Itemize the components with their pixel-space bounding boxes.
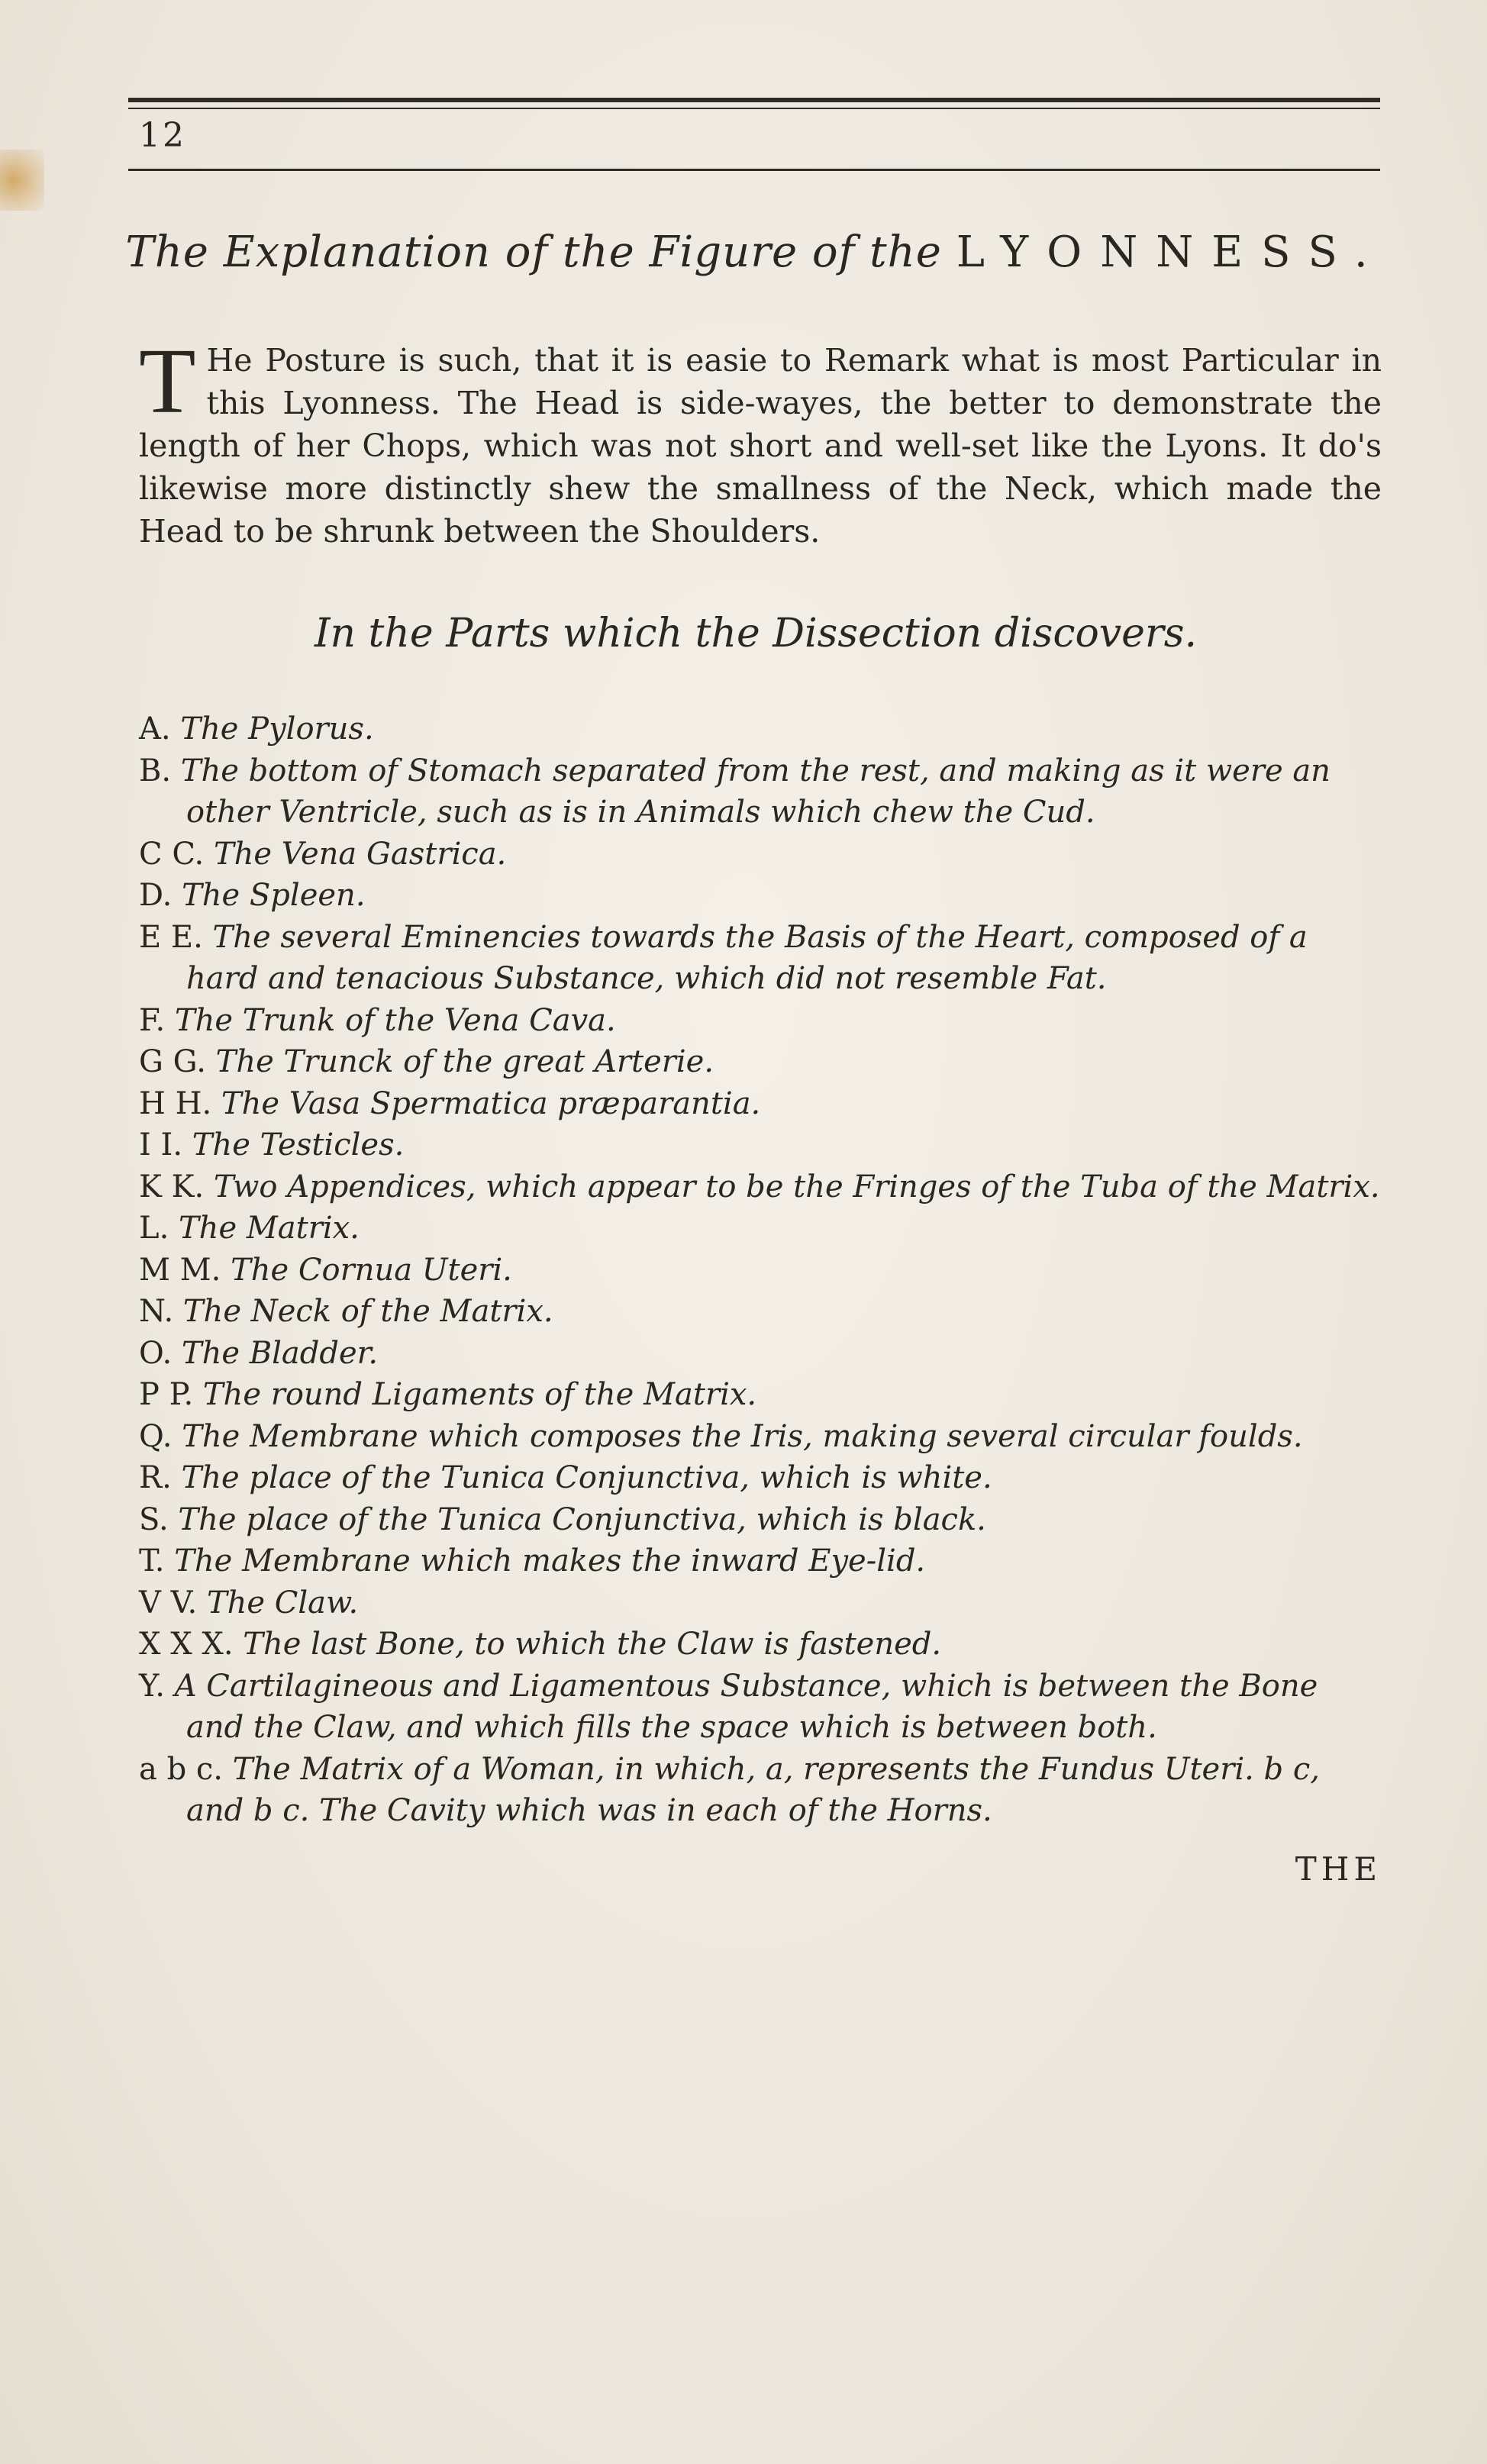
legend-text: The Membrane which composes the Iris, making several circular foulds. (182, 1418, 1303, 1454)
legend-text: The Membrane which makes the inward Eye-lid. (174, 1543, 926, 1579)
drop-cap: T (139, 330, 196, 433)
legend-entry (139, 708, 1382, 750)
heading-subject: LYONNESS. (956, 227, 1386, 277)
paper-stain (0, 150, 44, 211)
legend-text: The Trunk of the Vena Cava. (174, 1002, 616, 1038)
legend-code: K K. (139, 1169, 205, 1205)
legend-entry (139, 1000, 1382, 1042)
legend-code: C C. (139, 836, 205, 872)
legend-text: The several Eminencies towards the Basis of the Heart, composed of a hard and tenacious Substance, which did not resemble Fat. (186, 919, 1308, 996)
legend-code: H H. (139, 1085, 212, 1121)
legend-entry (139, 875, 1382, 917)
legend-text: The Vena Gastrica. (213, 836, 507, 872)
legend-code: A. (139, 711, 171, 747)
legend-entry (139, 1540, 1382, 1582)
legend-text: The Pylorus. (180, 711, 374, 747)
legend-text: The Trunck of the great Arterie. (215, 1044, 714, 1079)
section-subheading: In the Parts which the Dissection discovers. (314, 611, 1198, 656)
header-rule-thin (128, 108, 1380, 109)
legend-text: The Matrix of a Woman, in which, a, represents the Fundus Uteri. b c, and b c. The Cavity which was in each of the Horns. (186, 1751, 1320, 1828)
legend-code: R. (139, 1460, 172, 1495)
legend-text: The last Bone, to which the Claw is fastened. (243, 1627, 942, 1662)
legend-entry (139, 1083, 1382, 1125)
legend-entry (139, 917, 1382, 1000)
legend-entry (139, 1582, 1382, 1624)
legend-text: The Vasa Spermatica præparantia. (221, 1085, 761, 1121)
catchword: THE (1295, 1850, 1382, 1888)
legend-code: G G. (139, 1044, 206, 1079)
header-rule-lower (128, 169, 1380, 171)
legend-text: The Testicles. (192, 1127, 405, 1163)
legend-code: E E. (139, 919, 203, 955)
legend-code: a b c. (139, 1751, 223, 1787)
legend-entry (139, 1208, 1382, 1250)
legend-code: M M. (139, 1252, 221, 1288)
page-heading (122, 227, 1389, 277)
intro-paragraph (139, 330, 1382, 553)
legend-text: The Neck of the Matrix. (182, 1294, 553, 1329)
legend-text: The Bladder. (181, 1335, 379, 1371)
legend-code: I I. (139, 1127, 183, 1163)
legend-text: Two Appendices, which appear to be the Fringes of the Tuba of the Matrix. (213, 1169, 1380, 1205)
heading-prefix: The Explanation of the Figure of the (125, 227, 942, 277)
intro-text: He Posture is such, that it is easie to Remark what is most Particular in this Lyonness. The Head is side-wayes, the better to demonstrate the length of her Chops, which was not short and well-set like the Lyons. It do's likewise more distinctly shew the smallness of the Neck, which made the Head to be shrunk between the Shoulders. (139, 342, 1382, 550)
legend-entry (139, 1333, 1382, 1375)
legend-entry (139, 1457, 1382, 1499)
header-rule-thick (128, 98, 1380, 102)
legend-text: The Spleen. (182, 878, 366, 913)
page-number: 12 (139, 116, 186, 155)
legend-entry (139, 1166, 1382, 1208)
legend-code: S. (139, 1501, 169, 1537)
legend-code: L. (139, 1211, 169, 1246)
legend-entry (139, 1124, 1382, 1166)
legend-entry (139, 1291, 1382, 1333)
legend-code: B. (139, 753, 172, 789)
legend-text: A Cartilagineous and Ligamentous Substance, which is between the Bone and the Claw, and which fills the space which is between both. (174, 1668, 1318, 1745)
legend-code: T. (139, 1543, 165, 1579)
legend-code: V V. (139, 1585, 198, 1621)
legend-code: Y. (139, 1668, 165, 1704)
legend-text: The bottom of Stomach separated from the rest, and making as it were an other Ventricle, such as is in Animals which chew the Cud. (180, 753, 1331, 830)
legend-code: N. (139, 1294, 174, 1329)
legend-text: The round Ligaments of the Matrix. (202, 1377, 757, 1412)
legend-code: F. (139, 1002, 166, 1038)
legend-entry (139, 1250, 1382, 1292)
legend-entry (139, 834, 1382, 876)
legend-text: The place of the Tunica Conjunctiva, which is black. (178, 1501, 986, 1537)
legend-text: The Claw. (206, 1585, 359, 1621)
legend-code: O. (139, 1335, 173, 1371)
legend-code: Q. (139, 1418, 173, 1454)
legend-entry (139, 750, 1382, 834)
legend-code: P P. (139, 1377, 194, 1412)
legend-entry (139, 1624, 1382, 1666)
legend-code: X X X. (139, 1627, 234, 1662)
legend-text: The Matrix. (179, 1211, 360, 1246)
legend-entry (139, 1374, 1382, 1416)
legend-entry (139, 1499, 1382, 1541)
legend-text: The place of the Tunica Conjunctiva, which is white. (181, 1460, 992, 1495)
legend-entry (139, 1041, 1382, 1083)
legend-entry (139, 1749, 1382, 1832)
legend-entry (139, 1416, 1382, 1458)
legend-text: The Cornua Uteri. (231, 1252, 512, 1288)
legend-code: D. (139, 878, 173, 913)
figure-legend (139, 708, 1382, 1832)
legend-entry (139, 1666, 1382, 1749)
